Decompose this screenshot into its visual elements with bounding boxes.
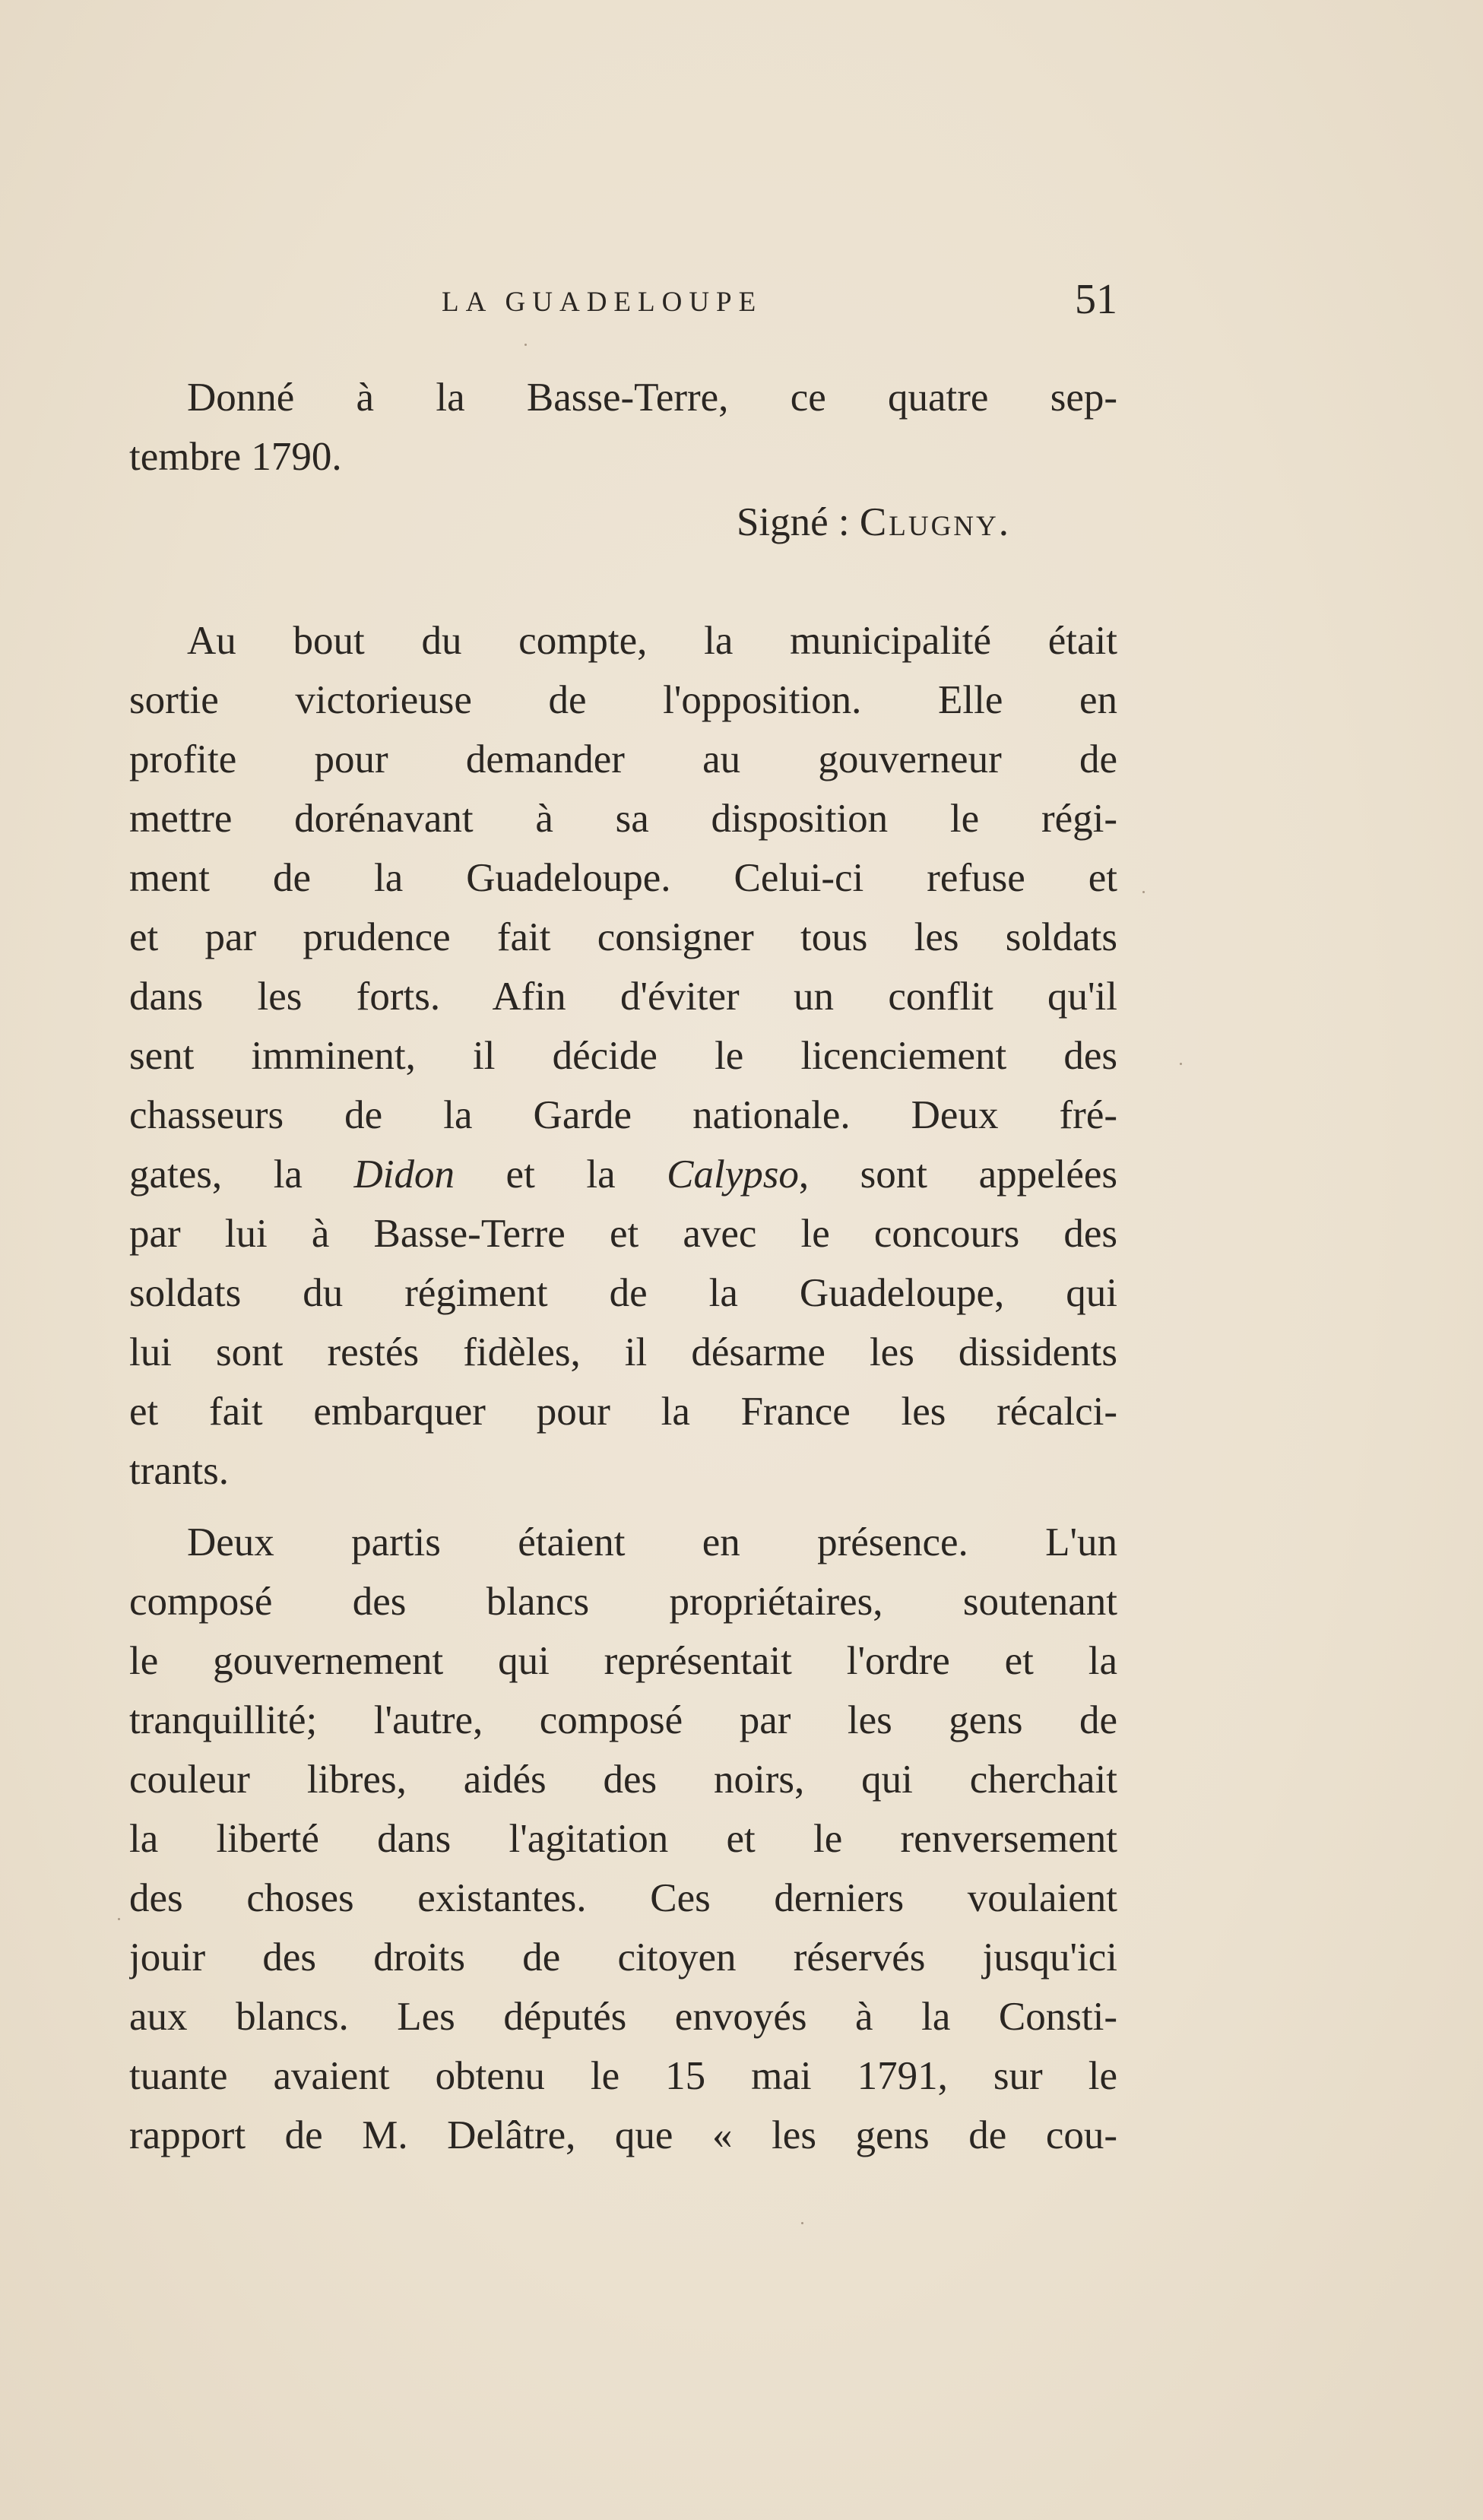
page-number: 51 [1075,276,1117,323]
text-line: Au bout du compte, la municipalité était [187,619,1117,663]
text-line: tuante avaient obtenu le 15 mai 1791, sur le [129,2054,1117,2098]
paper-speck [1180,1063,1182,1065]
text-line: tembre 1790. [129,435,342,479]
text-line: sent imminent, il décide le licenciement des [129,1034,1117,1078]
text-fragment: et la [455,1152,667,1197]
signature-name: Clugny. [859,500,1011,544]
text-line: rapport de M. Delâtre, que « les gens de cou- [129,2113,1117,2157]
paragraph-1 [129,611,1117,1501]
paper-speck [1142,891,1145,893]
signature-line [129,493,1011,552]
text-line: couleur libres, aidés des noirs, qui cherchait [129,1758,1117,1802]
text-line: mettre dorénavant à sa disposition le régi- [129,797,1117,841]
text-line: aux blancs. Les députés envoyés à la Consti- [129,1995,1117,2039]
running-title: LA GUADELOUPE [442,287,763,318]
paper-speck [801,2222,803,2224]
text-line: et par prudence fait consigner tous les soldats [129,915,1117,959]
text-line: lui sont restés fidèles, il désarme les dissidents [129,1330,1117,1374]
text-line: profite pour demander au gouverneur de [129,737,1117,781]
ship-name-didon: Didon [353,1152,455,1197]
ship-name-calypso: Calypso [667,1152,799,1197]
text-line [129,1145,1117,1204]
paragraph-2 [129,1513,1117,2165]
text-line: Deux partis étaient en présence. L'un [187,1520,1117,1564]
text-line: jouir des droits de citoyen réservés jusqu'ici [129,1935,1117,1980]
text-line: la liberté dans l'agitation et le renversement [129,1817,1117,1861]
text-line: ment de la Guadeloupe. Celui-ci refuse et [129,856,1117,900]
paper-speck [524,344,527,346]
text-line: soldats du régiment de la Guadeloupe, qui [129,1271,1117,1315]
text-line: composé des blancs propriétaires, soutenant [129,1580,1117,1624]
text-line: et fait embarquer pour la France les récalci- [129,1390,1117,1434]
closing-dateline [129,368,1117,487]
text-line: par lui à Basse-Terre et avec le concours des [129,1212,1117,1256]
paper-speck [118,1918,120,1920]
signature-prefix: Signé : [736,500,860,544]
text-line: des choses existantes. Ces derniers voulaient [129,1876,1117,1920]
text-line: dans les forts. Afin d'éviter un conflit qu'il [129,975,1117,1019]
text-line: Donné à la Basse-Terre, ce quatre sep- [187,376,1117,420]
text-line: trants. [129,1449,229,1493]
text-fragment: gates, la [129,1152,354,1197]
text-line: tranquillité; l'autre, composé par les gens de [129,1698,1117,1742]
page-header [129,275,1117,328]
text-line: sortie victorieuse de l'opposition. Elle en [129,678,1117,722]
text-line: le gouvernement qui représentait l'ordre et la [129,1639,1117,1683]
text-fragment: , sont appelées [798,1152,1117,1197]
text-line: chasseurs de la Garde nationale. Deux fré- [129,1093,1117,1137]
